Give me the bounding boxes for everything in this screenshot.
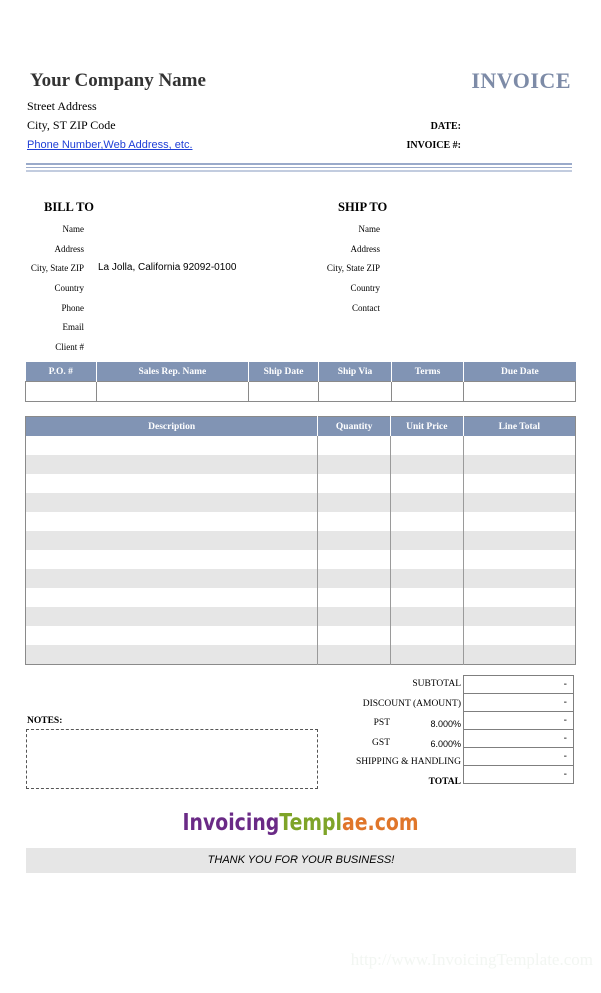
description-cell[interactable] bbox=[26, 607, 318, 626]
unit-price-cell[interactable] bbox=[390, 474, 463, 493]
order-info-table bbox=[25, 362, 576, 402]
description-cell[interactable] bbox=[26, 512, 318, 531]
unit-price-cell[interactable] bbox=[390, 626, 463, 645]
invoice-title: INVOICE bbox=[471, 68, 571, 93]
unit-price-cell[interactable] bbox=[390, 512, 463, 531]
description-cell[interactable] bbox=[26, 455, 318, 474]
ship-date-header: Ship Date bbox=[248, 362, 319, 382]
ship-to-contact-label: Contact bbox=[352, 303, 380, 313]
unit-price-header: Unit Price bbox=[390, 417, 463, 437]
discount-label: DISCOUNT (AMOUNT) bbox=[362, 699, 461, 709]
table-row bbox=[26, 512, 576, 531]
quantity-cell[interactable] bbox=[318, 436, 391, 455]
terms-header: Terms bbox=[391, 362, 464, 382]
description-cell[interactable] bbox=[26, 436, 318, 455]
bill-to-city-label: City, State ZIP bbox=[30, 263, 84, 273]
brand-logo-part3: ae.com bbox=[342, 810, 419, 836]
quantity-cell[interactable] bbox=[318, 550, 391, 569]
table-row bbox=[26, 626, 576, 645]
quantity-cell[interactable] bbox=[318, 569, 391, 588]
description-cell[interactable] bbox=[26, 493, 318, 512]
due-date-header: Due Date bbox=[464, 362, 576, 382]
line-total-cell[interactable] bbox=[463, 588, 575, 607]
line-total-cell[interactable] bbox=[463, 512, 575, 531]
notes-label: NOTES: bbox=[27, 716, 63, 726]
brand-logo bbox=[54, 810, 547, 836]
gst-label: GST bbox=[372, 738, 390, 748]
totals-column bbox=[463, 675, 574, 784]
gst-rate[interactable]: 6.000% bbox=[430, 739, 461, 749]
quantity-cell[interactable] bbox=[318, 531, 391, 550]
quantity-cell[interactable] bbox=[318, 645, 391, 665]
line-total-cell[interactable] bbox=[463, 531, 575, 550]
line-total-header: Line Total bbox=[463, 417, 575, 437]
ship-to-name-label: Name bbox=[358, 224, 380, 234]
bill-to-phone-label: Phone bbox=[61, 303, 84, 313]
invoice-number-label: INVOICE #: bbox=[406, 140, 461, 151]
company-name: Your Company Name bbox=[30, 70, 206, 91]
brand-logo-part1: Invoicing bbox=[182, 810, 280, 836]
line-total-cell[interactable] bbox=[463, 493, 575, 512]
unit-price-cell[interactable] bbox=[390, 531, 463, 550]
bill-to-name-label: Name bbox=[62, 224, 84, 234]
unit-price-cell[interactable] bbox=[390, 436, 463, 455]
pst-value: - bbox=[463, 712, 574, 730]
table-row bbox=[26, 607, 576, 626]
description-cell[interactable] bbox=[26, 588, 318, 607]
bill-to-heading: BILL TO bbox=[44, 200, 94, 214]
line-total-cell[interactable] bbox=[463, 455, 575, 474]
bill-to-client-label: Client # bbox=[55, 342, 84, 352]
bill-to-country-label: Country bbox=[54, 283, 84, 293]
discount-value[interactable]: - bbox=[463, 694, 574, 712]
quantity-cell[interactable] bbox=[318, 607, 391, 626]
quantity-header: Quantity bbox=[318, 417, 391, 437]
unit-price-cell[interactable] bbox=[390, 455, 463, 474]
total-value: - bbox=[463, 766, 574, 784]
thank-you-bar: THANK YOU FOR YOUR BUSINESS! bbox=[26, 848, 576, 873]
line-total-cell[interactable] bbox=[463, 569, 575, 588]
unit-price-cell[interactable] bbox=[390, 607, 463, 626]
description-cell[interactable] bbox=[26, 645, 318, 665]
description-cell[interactable] bbox=[26, 550, 318, 569]
street-address: Street Address bbox=[27, 99, 97, 113]
total-label: TOTAL bbox=[428, 777, 461, 787]
table-row bbox=[26, 436, 576, 455]
quantity-cell[interactable] bbox=[318, 493, 391, 512]
subtotal-value: - bbox=[463, 676, 574, 694]
line-items-body bbox=[26, 436, 576, 665]
unit-price-cell[interactable] bbox=[390, 588, 463, 607]
unit-price-cell[interactable] bbox=[390, 493, 463, 512]
description-cell[interactable] bbox=[26, 474, 318, 493]
ship-date-cell[interactable] bbox=[248, 382, 319, 402]
line-total-cell[interactable] bbox=[463, 550, 575, 569]
quantity-cell[interactable] bbox=[318, 455, 391, 474]
due-date-cell[interactable] bbox=[464, 382, 576, 402]
line-total-cell[interactable] bbox=[463, 436, 575, 455]
description-header: Description bbox=[26, 417, 318, 437]
unit-price-cell[interactable] bbox=[390, 645, 463, 665]
gst-value: - bbox=[463, 730, 574, 748]
table-row bbox=[26, 645, 576, 665]
quantity-cell[interactable] bbox=[318, 626, 391, 645]
line-items-table bbox=[25, 416, 576, 665]
ship-via-header: Ship Via bbox=[319, 362, 391, 382]
quantity-cell[interactable] bbox=[318, 588, 391, 607]
ship-via-cell[interactable] bbox=[319, 382, 391, 402]
terms-cell[interactable] bbox=[391, 382, 464, 402]
line-total-cell[interactable] bbox=[463, 474, 575, 493]
table-row bbox=[26, 550, 576, 569]
table-row bbox=[26, 588, 576, 607]
pst-label: PST bbox=[373, 718, 390, 728]
date-label: DATE: bbox=[430, 121, 461, 132]
quantity-cell[interactable] bbox=[318, 474, 391, 493]
shipping-value[interactable]: - bbox=[463, 748, 574, 766]
header-divider-3 bbox=[26, 170, 572, 172]
po-cell[interactable] bbox=[26, 382, 97, 402]
sales-rep-cell[interactable] bbox=[96, 382, 248, 402]
ship-to-address-label: Address bbox=[350, 244, 380, 254]
table-row bbox=[26, 569, 576, 588]
description-cell[interactable] bbox=[26, 569, 318, 588]
po-header: P.O. # bbox=[26, 362, 97, 382]
ship-to-heading: SHIP TO bbox=[338, 200, 388, 214]
contact-link[interactable]: Phone Number,Web Address, etc. bbox=[27, 139, 193, 151]
shipping-label: SHIPPING & HANDLING bbox=[355, 757, 461, 767]
table-row bbox=[26, 493, 576, 512]
unit-price-cell[interactable] bbox=[390, 550, 463, 569]
table-row bbox=[26, 531, 576, 550]
city-line: City, ST ZIP Code bbox=[27, 118, 116, 132]
description-cell[interactable] bbox=[26, 531, 318, 550]
pst-rate[interactable]: 8.000% bbox=[430, 719, 461, 729]
unit-price-cell[interactable] bbox=[390, 569, 463, 588]
bill-to-address-label: Address bbox=[54, 244, 84, 254]
sales-rep-header: Sales Rep. Name bbox=[96, 362, 248, 382]
header-divider-2 bbox=[26, 167, 572, 168]
quantity-cell[interactable] bbox=[318, 512, 391, 531]
table-row bbox=[26, 474, 576, 493]
ship-to-country-label: Country bbox=[350, 283, 380, 293]
line-total-cell[interactable] bbox=[463, 645, 575, 665]
table-row bbox=[26, 455, 576, 474]
line-total-cell[interactable] bbox=[463, 607, 575, 626]
description-cell[interactable] bbox=[26, 626, 318, 645]
bill-to-city-value[interactable]: La Jolla, California 92092-0100 bbox=[98, 262, 237, 273]
watermark: http://www.InvoicingTemplate.com bbox=[350, 950, 593, 969]
line-total-cell[interactable] bbox=[463, 626, 575, 645]
notes-box[interactable] bbox=[26, 729, 318, 789]
header-divider bbox=[26, 163, 572, 165]
subtotal-label: SUBTOTAL bbox=[412, 679, 461, 689]
bill-to-email-label: Email bbox=[62, 322, 84, 332]
ship-to-city-label: City, State ZIP bbox=[326, 263, 380, 273]
brand-logo-part2: Templ bbox=[279, 810, 343, 836]
